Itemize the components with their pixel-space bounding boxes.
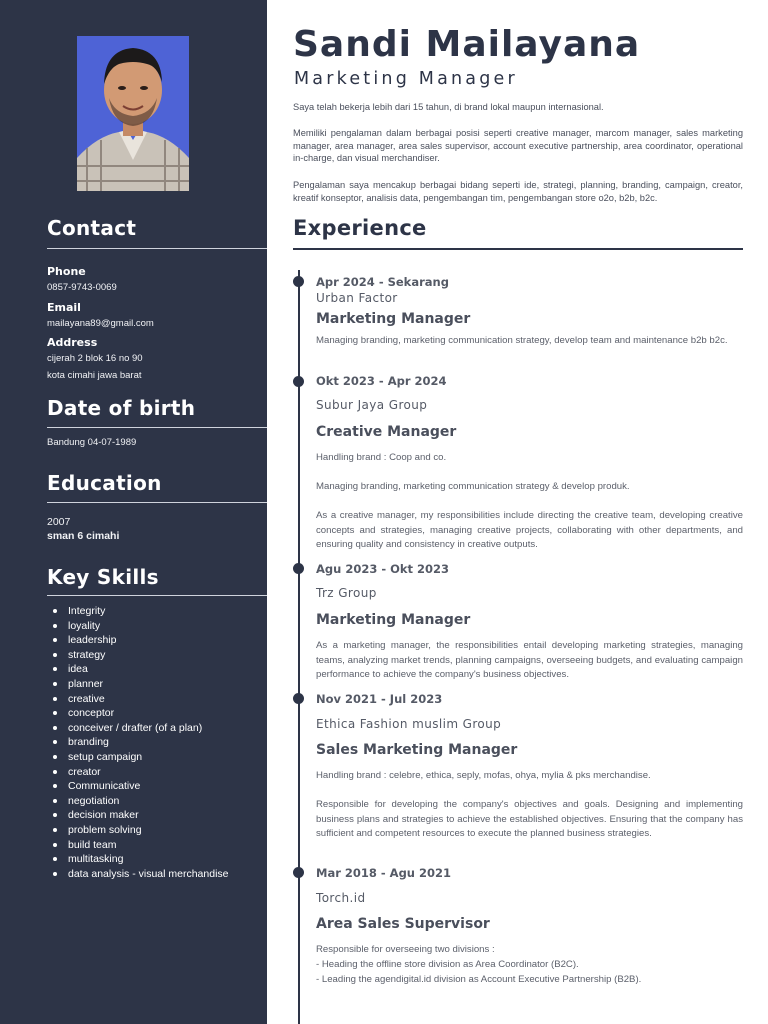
job-date: Mar 2018 - Agu 2021 bbox=[316, 866, 451, 880]
summary-paragraph: Memiliki pengalaman dalam berbagai posisi seperti creative manager, marcom manager, sales marketing manager, area manager, area sales supervisor, account executive partnership, area coordinator, operational in-charge, dan visual merchandiser. bbox=[293, 128, 743, 164]
job-title: Sales Marketing Manager bbox=[316, 742, 518, 758]
job-description: Responsible for developing the company's objectives and goals. Designing and implementing business plans and strategies to achieve the established objectives. Ensuring that the company has sufficient and competent resources to execute the planned business strategies. bbox=[316, 799, 743, 840]
sidebar bbox=[0, 0, 267, 1024]
skill-item: leadership bbox=[52, 633, 229, 648]
profile-photo-illustration bbox=[77, 36, 189, 191]
skill-item: problem solving bbox=[52, 823, 229, 838]
experience-divider bbox=[293, 248, 743, 250]
email-value: mailayana89@gmail.com bbox=[47, 318, 154, 329]
birth-divider bbox=[47, 427, 267, 428]
job-description: - Heading the offline store division as Area Coordinator (B2C). bbox=[316, 959, 579, 970]
skills-heading: Key Skills bbox=[47, 565, 159, 589]
profile-photo bbox=[77, 36, 189, 191]
job-title: Creative Manager bbox=[316, 424, 457, 440]
timeline-dot bbox=[293, 563, 304, 574]
timeline-dot bbox=[293, 867, 304, 878]
skill-item: branding bbox=[52, 735, 229, 750]
timeline-dot bbox=[293, 276, 304, 287]
skill-item: conceiver / drafter (of a plan) bbox=[52, 721, 229, 736]
contact-heading: Contact bbox=[47, 216, 137, 240]
skill-item: creative bbox=[52, 692, 229, 707]
job-company: Urban Factor bbox=[316, 291, 398, 305]
birth-heading: Date of birth bbox=[47, 396, 196, 420]
job-date: Agu 2023 - Okt 2023 bbox=[316, 562, 450, 576]
skill-item: data analysis - visual merchandise bbox=[52, 867, 229, 882]
job-description: Responsible for overseeing two divisions : bbox=[316, 944, 495, 955]
job-title: Marketing Manager bbox=[316, 612, 471, 628]
timeline-dot bbox=[293, 376, 304, 387]
skill-item: planner bbox=[52, 677, 229, 692]
job-company: Torch.id bbox=[316, 891, 366, 905]
job-date: Nov 2021 - Jul 2023 bbox=[316, 692, 443, 706]
job-description: Handling brand : Coop and co. bbox=[316, 452, 447, 463]
job-description: - Leading the agendigital.id division as Account Executive Partnership (B2B). bbox=[316, 974, 642, 985]
job-description: Handling brand : celebre, ethica, seply, mofas, ohya, mylia & pks merchandise. bbox=[316, 770, 651, 781]
skill-item: Communicative bbox=[52, 779, 229, 794]
job-description: Managing branding, marketing communication strategy & develop produk. bbox=[316, 481, 630, 492]
skill-item: conceptor bbox=[52, 706, 229, 721]
skill-item: decision maker bbox=[52, 808, 229, 823]
contact-divider bbox=[47, 248, 267, 249]
education-heading: Education bbox=[47, 471, 162, 495]
skill-item: strategy bbox=[52, 648, 229, 663]
summary-paragraph: Saya telah bekerja lebih dari 15 tahun, di brand lokal maupun internasional. bbox=[293, 102, 604, 112]
job-company: Trz Group bbox=[316, 586, 377, 600]
job-description: Managing branding, marketing communication strategy, develop team and maintenance b2b b2c. bbox=[316, 335, 728, 346]
job-description: As a creative manager, my responsibilities include directing the creative team, developing creative concepts and strategies, managing creative projects, collaborating with other departments, and ensuring quality and consistency in creative outputs. bbox=[316, 510, 743, 551]
skills-list bbox=[52, 604, 229, 881]
address-line-2: kota cimahi jawa barat bbox=[47, 370, 142, 381]
candidate-role: Marketing Manager bbox=[294, 69, 518, 89]
job-title: Area Sales Supervisor bbox=[316, 916, 490, 932]
phone-value: 0857-9743-0069 bbox=[47, 282, 117, 293]
skill-item: idea bbox=[52, 662, 229, 677]
job-company: Subur Jaya Group bbox=[316, 398, 428, 412]
education-year: 2007 bbox=[47, 516, 71, 528]
education-school: sman 6 cimahi bbox=[47, 530, 120, 542]
skill-item: multitasking bbox=[52, 852, 229, 867]
candidate-name: Sandi Mailayana bbox=[293, 24, 641, 65]
skill-item: build team bbox=[52, 838, 229, 853]
birth-value: Bandung 04-07-1989 bbox=[47, 437, 137, 448]
job-date: Okt 2023 - Apr 2024 bbox=[316, 374, 447, 388]
skill-item: setup campaign bbox=[52, 750, 229, 765]
job-company: Ethica Fashion muslim Group bbox=[316, 717, 502, 731]
phone-label: Phone bbox=[47, 265, 86, 278]
education-divider bbox=[47, 502, 267, 503]
job-title: Marketing Manager bbox=[316, 311, 471, 327]
skill-item: Integrity bbox=[52, 604, 229, 619]
address-line-1: cijerah 2 blok 16 no 90 bbox=[47, 353, 143, 364]
skills-divider bbox=[47, 595, 267, 596]
job-description: As a marketing manager, the responsibilities entail developing marketing strategies, managing teams, analyzing market trends, planning campaigns, overseeing budgets, and evaluating campaign performance to achieve the company's business objectives. bbox=[316, 640, 743, 681]
summary-paragraph: Pengalaman saya mencakup berbagai bidang seperti ide, strategi, planning, branding, campaign, creator, kreatif konseptor, analisis data, pengembangan tim, pengembangan store o2o, b2b, b2c. bbox=[293, 180, 743, 203]
skill-item: creator bbox=[52, 765, 229, 780]
email-label: Email bbox=[47, 301, 81, 314]
address-label: Address bbox=[47, 336, 98, 349]
skill-item: loyality bbox=[52, 619, 229, 634]
job-date: Apr 2024 - Sekarang bbox=[316, 275, 449, 289]
timeline-dot bbox=[293, 693, 304, 704]
skill-item: negotiation bbox=[52, 794, 229, 809]
experience-heading: Experience bbox=[293, 216, 427, 240]
